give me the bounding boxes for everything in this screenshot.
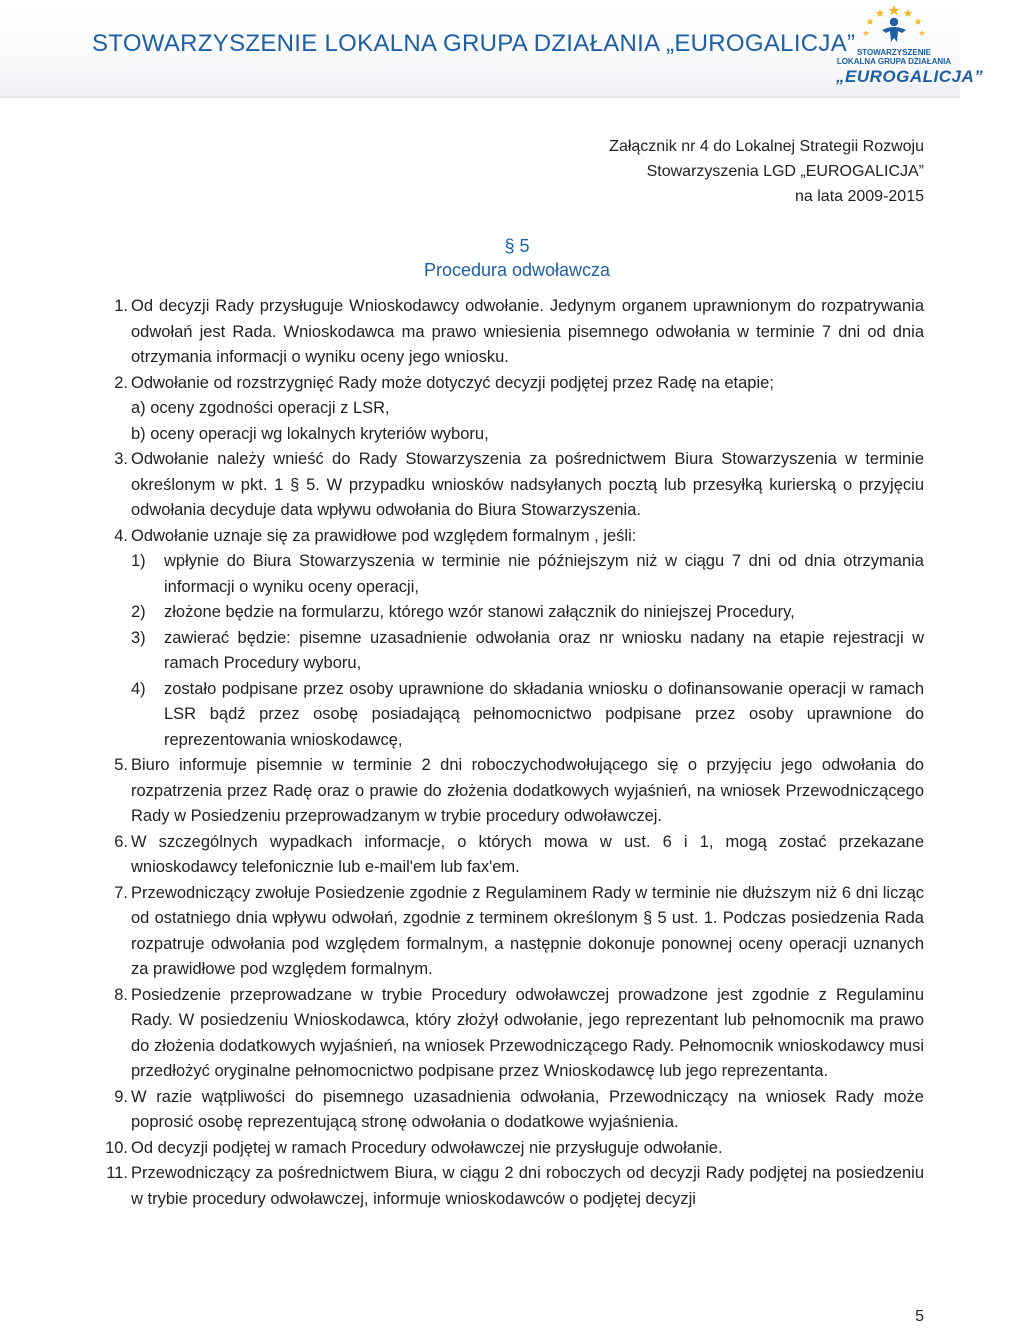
item-text: Przewodniczący za pośrednictwem Biura, w ciągu 2 dni roboczych od decyzji Rady podjętej na posiedzeniu w trybie procedury odwoławczej, informuje wnioskodawców o podjętej decyzji xyxy=(131,1164,924,1208)
item-number: 11. xyxy=(106,1164,128,1182)
numbered-sub-item xyxy=(131,549,924,600)
section-number: § 5 xyxy=(504,236,530,256)
item-number: 1. xyxy=(114,297,128,315)
list-item xyxy=(105,1136,924,1162)
sub-item-text: wpłynie do Biura Stowarzyszenia w terminie nie późniejszym niż w ciągu 7 dni od dnia otrzymania informacji o wyniku oceny operacji, xyxy=(164,552,924,596)
item-text: Odwołanie od rozstrzygnięć Rady może dotyczyć decyzji podjętej przez Radę na etapie; xyxy=(131,373,774,392)
section-title: Procedura odwoławcza xyxy=(423,260,611,280)
sub-item-label: 2) xyxy=(131,603,146,621)
item-text: Od decyzji Rady przysługuje Wnioskodawcy odwołanie. Jedynym organem uprawnionym do rozpatrywania odwołań jest Rada. Wnioskodawca ma prawo wniesienia pisemnego odwołania w terminie 7 dni od dnia otrzymania informacji o wyniku oceny jego wniosku. xyxy=(131,297,924,366)
item-text: Biuro informuje pisemnie w terminie 2 dni roboczychodwołującego się o przyjęciu jego odwołania do rozpatrzenia przez Radę oraz o prawie do złożenia dodatkowych wyjaśnień, na wniosek Przewodniczącego Rady w Posiedzeniu przeprowadzanym w trybie procedury odwoławczej. xyxy=(131,756,924,825)
item-text: Od decyzji podjętej w ramach Procedury odwoławczej nie przysługuje odwołanie. xyxy=(131,1138,723,1157)
eurogalicja-logo xyxy=(836,4,984,92)
list-item xyxy=(114,881,924,983)
item-number: 3. xyxy=(114,450,128,468)
item-text: W szczególnych wypadkach informacje, o których mowa w ust. 6 i 1, mogą zostać przekazane wnioskodawcy telefonicznie lub e-mail'em lub fax'em. xyxy=(131,832,924,876)
logo-line-1: STOWARZYSZENIE xyxy=(856,48,932,57)
organization-title: STOWARZYSZENIE LOKALNA GRUPA DZIAŁANIA „EUROGALICJA” xyxy=(92,30,856,57)
list-item xyxy=(114,753,924,830)
procedure-list xyxy=(105,294,924,1212)
item-text: Przewodniczący zwołuje Posiedzenie zgodnie z Regulaminem Rady w terminie nie dłuższym niż 6 dni licząc od ostatniego dnia wpływu odwołań, zgodnie z terminem określonym § 5 ust. 1. Podczas posiedzenia Rada rozpatruje odwołania pod względem formalnym, a następnie dokonuje ponownej oceny operacji uznanych za prawidłowe pod względem formalnym. xyxy=(131,883,924,978)
page-number: 5 xyxy=(915,1308,924,1325)
sub-item: b) oceny operacji wg lokalnych kryteriów wyboru, xyxy=(131,424,489,443)
annex-line-3: na lata 2009-2015 xyxy=(795,188,924,205)
item-number: 2. xyxy=(114,373,128,392)
list-item xyxy=(114,1085,924,1136)
annex-note xyxy=(609,134,924,209)
item-number: 9. xyxy=(114,1087,128,1106)
sub-item-text: zawierać będzie: pisemne uzasadnienie odwołania oraz nr wniosku nadany na etapie rejestracji w ramach Procedury wyboru, xyxy=(164,628,924,672)
sub-item-label: 1) xyxy=(131,552,146,570)
numbered-sub-item xyxy=(131,600,924,626)
header-divider xyxy=(0,96,960,98)
logo-name: „EUROGALICJA” xyxy=(836,67,984,86)
page-header xyxy=(0,0,984,97)
item-number: 4. xyxy=(114,526,128,545)
logo-subtitle xyxy=(836,48,952,66)
logo-line-2: LOKALNA GRUPA DZIAŁANIA xyxy=(836,57,952,66)
item-text: Odwołanie należy wnieść do Rady Stowarzyszenia za pośrednictwem Biura Stowarzyszenia w terminie określonym w pkt. 1 § 5. W przypadku wniosków nadsyłanych pocztą lub przesyłką kurierską o przyjęciu odwołania decyduje data wpływu odwołania do Biura Stowarzyszenia. xyxy=(131,450,924,519)
sub-item-label: 4) xyxy=(131,679,146,698)
sub-item-text: złożone będzie na formularzu, którego wzór stanowi załącznik do niniejszej Procedury, xyxy=(164,603,795,621)
item-text: Odwołanie uznaje się za prawidłowe pod względem formalnym , jeśli: xyxy=(131,526,637,545)
sub-item-label: 3) xyxy=(131,628,146,647)
item-number: 5. xyxy=(114,756,128,774)
item-text: Posiedzenie przeprowadzane w trybie Procedury odwoławczej prowadzone jest zgodnie z Regulaminu Rady. W posiedzeniu Wnioskodawca, który złożył odwołanie, jego reprezentant lub pełnomocnik ma prawo do złożenia dodatkowych wyjaśnień, na wniosek Przewodniczącego Rady. Pełnomocnik wnioskodawcy musi przedłożyć oryginalne pełnomocnictwo podpisane przez Wnioskodawcę lub jego reprezentanta. xyxy=(131,985,924,1080)
list-item xyxy=(114,447,924,524)
annex-line-1: Załącznik nr 4 do Lokalnej Strategii Rozwoju xyxy=(609,138,924,155)
item-text: W razie wątpliwości do pisemnego uzasadnienia odwołania, Przewodniczący na wniosek Rady może poprosić osobę reprezentującą stronę odwołania o dodatkowe wyjaśnienia. xyxy=(131,1087,924,1131)
list-item xyxy=(114,294,924,371)
item-number: 8. xyxy=(114,985,128,1004)
annex-line-2: Stowarzyszenia LGD „EUROGALICJA” xyxy=(646,163,924,180)
item-number: 10. xyxy=(105,1138,128,1157)
list-item xyxy=(114,371,924,448)
sub-item-text: zostało podpisane przez osoby uprawnione do składania wniosku o dofinansowanie operacji w ramach LSR bądź przez osobę posiadającą pełnomocnictwo podpisane przez osoby uprawnione do reprezentowania wnioskodawcę, xyxy=(164,679,924,749)
item-number: 6. xyxy=(114,832,128,851)
item-number: 7. xyxy=(114,883,128,902)
list-item xyxy=(106,1161,924,1212)
list-item xyxy=(114,983,924,1085)
sub-item: a) oceny zgodności operacji z LSR, xyxy=(131,399,390,417)
numbered-sub-item xyxy=(131,626,924,677)
list-item xyxy=(114,524,924,754)
list-item xyxy=(114,830,924,881)
numbered-sub-item xyxy=(131,677,924,754)
stars-and-figure-icon xyxy=(856,4,932,48)
